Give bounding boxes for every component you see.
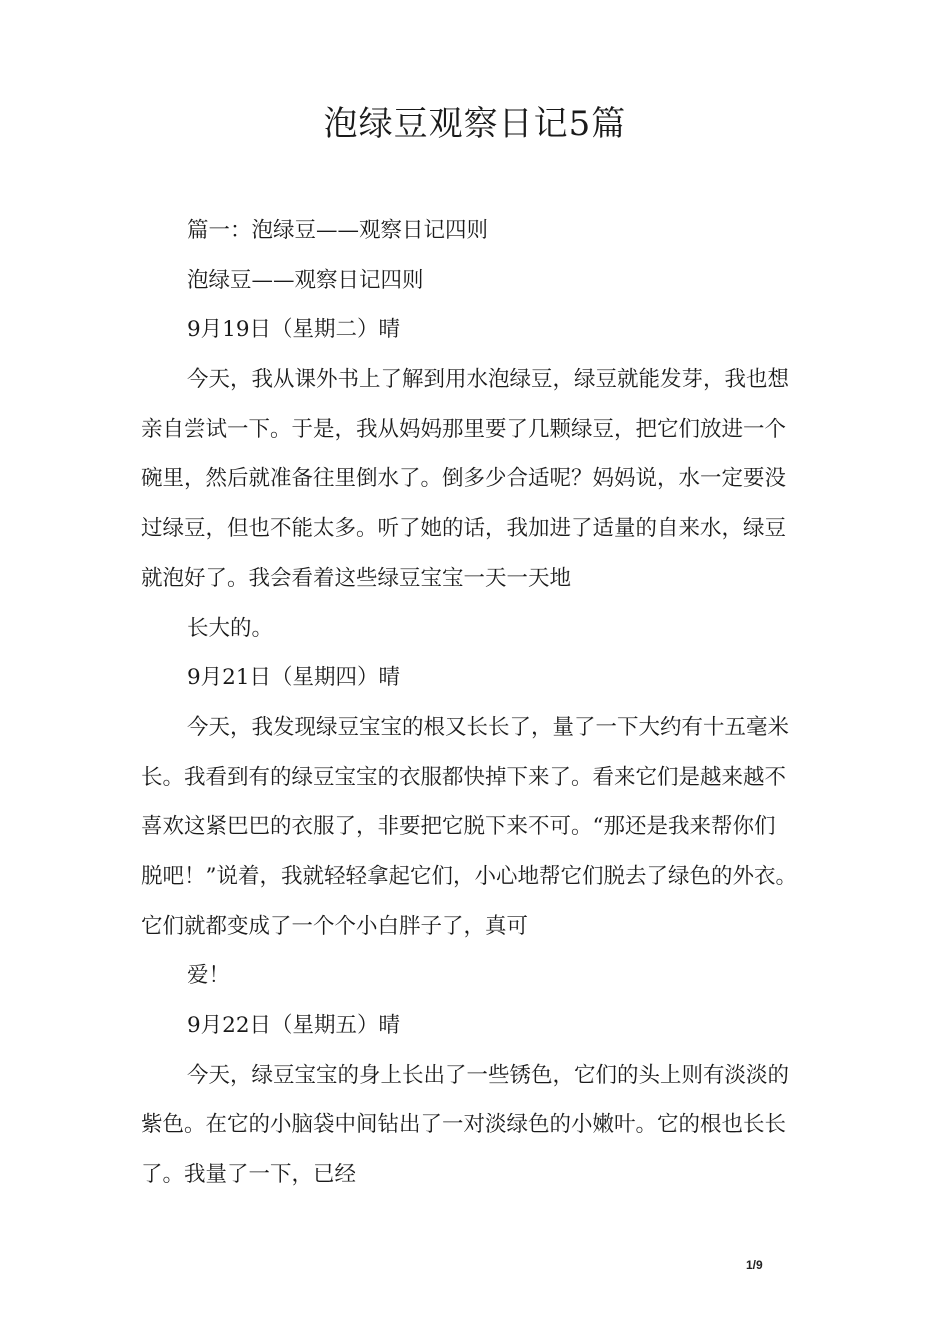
paragraph-line: 过绿豆，但也不能太多。听了她的话，我加进了适量的自来水，绿豆 xyxy=(141,516,787,542)
paragraph-line: 9月22日（星期五）晴 xyxy=(187,1013,401,1038)
paragraph-line: 9月21日（星期四）晴 xyxy=(187,665,401,691)
page-number: 1/9 xyxy=(746,1258,763,1272)
paragraph-line: 泡绿豆——观察日记四则 xyxy=(187,267,424,293)
paragraph-line: 今天，我从课外书上了解到用水泡绿豆，绿豆就能发芽，我也想 xyxy=(187,367,790,393)
paragraph-line: 今天，绿豆宝宝的身上长出了一些锈色，它们的头上则有淡淡的 xyxy=(187,1062,790,1088)
paragraph-line: 了。我量了一下，已经 xyxy=(141,1162,357,1188)
paragraph-line: 它们就都变成了一个个小白胖子了，真可 xyxy=(141,913,529,939)
document-title: 泡绿豆观察日记5篇 xyxy=(323,104,627,144)
paragraph-line: 9月19日（星期二）晴 xyxy=(187,317,401,343)
document-body xyxy=(141,206,821,1200)
paragraph-line: 今天，我发现绿豆宝宝的根又长长了，量了一下大约有十五毫米 xyxy=(187,714,790,740)
paragraph-line: 篇一：泡绿豆——观察日记四则 xyxy=(187,218,489,243)
paragraph-line: 爱！ xyxy=(187,963,231,989)
paragraph-line: 亲自尝试一下。于是，我从妈妈那里要了几颗绿豆，把它们放进一个 xyxy=(141,416,787,442)
paragraph-line: 就泡好了。我会看着这些绿豆宝宝一天一天地 xyxy=(141,565,572,591)
paragraph-line: 碗里，然后就准备往里倒水了。倒多少合适呢？妈妈说，水一定要没 xyxy=(141,466,787,492)
paragraph-line: 喜欢这紧巴巴的衣服了，非要把它脱下来不可。“那还是我来帮你们 xyxy=(141,814,776,840)
paragraph-line: 长。我看到有的绿豆宝宝的衣服都快掉下来了。看来它们是越来越不 xyxy=(141,764,787,790)
paragraph-line: 紫色。在它的小脑袋中间钻出了一对淡绿色的小嫩叶。它的根也长长 xyxy=(141,1112,787,1138)
paragraph-line: 长大的。 xyxy=(187,615,274,641)
paragraph-line: 脱吧！”说着，我就轻轻拿起它们，小心地帮它们脱去了绿色的外衣。 xyxy=(141,863,797,889)
